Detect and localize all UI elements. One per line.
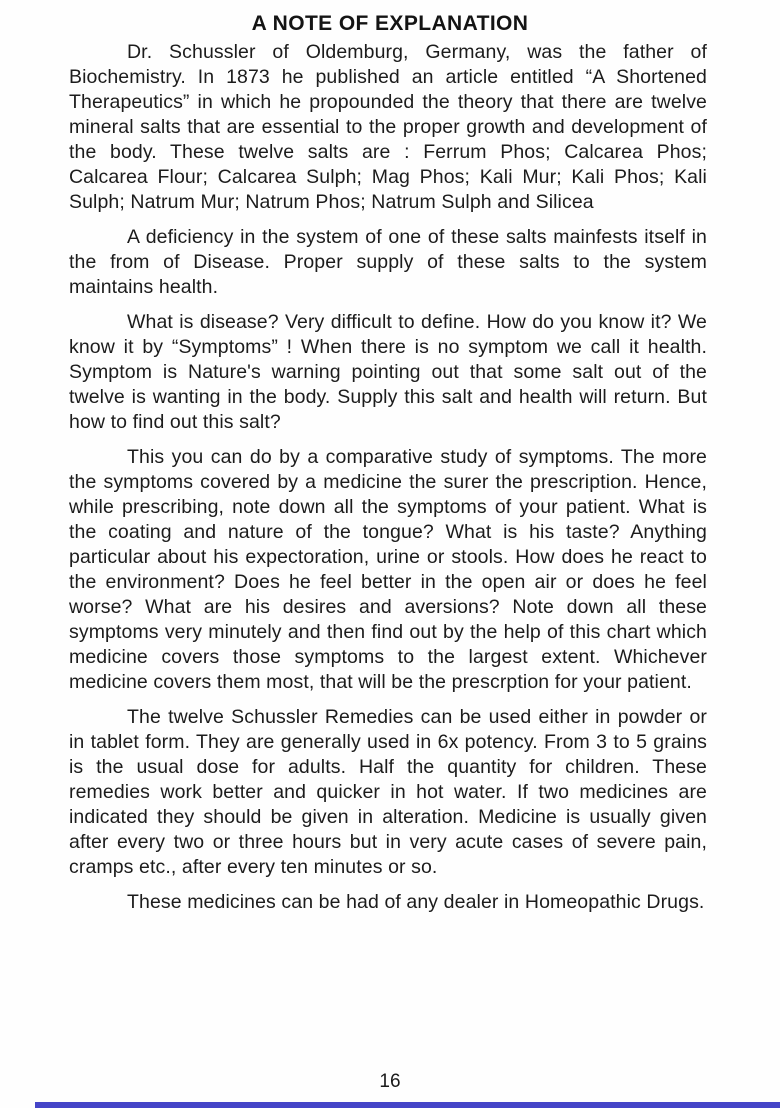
paragraph-deficiency: A deficiency in the system of one of these salts mainfests itself in the from of Disease. Proper supply of these salts to the system maintains health.: [69, 226, 707, 298]
paragraph-comparative-study: This you can do by a comparative study of symptoms. The more the symptoms covered by a medicine the surer the prescription. Hence, while prescribing, note down all the symptoms of your patient. What is the coating and nature of the tongue? What is his taste? Anything particular about his expectoration, urine or stools. How does he react to the environment? Does he feel better in the open air or does he feel worse? What are his desires and aversions? Note down all these symptoms very minutely and then find out by the help of this chart which medicine covers those symptoms to the largest extent. Whichever medicine covers them most, that will be the prescrption for your patient.: [69, 446, 707, 693]
body-text: [69, 40, 707, 925]
paragraph-remedies-usage: The twelve Schussler Remedies can be used either in powder or in tablet form. They are generally used in 6x potency. From 3 to 5 grains is the usual dose for adults. Half the quantity for children. These remedies work better and quicker in hot water. If two medicines are indicated they should be given in alteration. Medicine is usually given after every two or three hours but in very acute cases of severe pain, cramps etc., after every ten minutes or so.: [69, 706, 707, 878]
page-number: 16: [379, 1071, 401, 1092]
paragraph-intro-schussler: Dr. Schussler of Oldemburg, Germany, was the father of Biochemistry. In 1873 he published an article entitled “A Shortened Therapeutics” in which he propounded the theory that there are twelve mineral salts that are essential to the proper growth and development of the body. These twelve salts are : Ferrum Phos; Calcarea Phos; Calcarea Flour; Calcarea Sulph; Mag Phos; Kali Mur; Kali Phos; Kali Sulph; Natrum Mur; Natrum Phos; Natrum Sulph and Silicea: [69, 41, 707, 213]
page-title: A NOTE OF EXPLANATION: [251, 12, 529, 35]
scan-edge-artifact: [35, 1102, 780, 1108]
paragraph-dealers: These medicines can be had of any dealer in Homeopathic Drugs.: [127, 891, 705, 913]
paragraph-what-is-disease: What is disease? Very difficult to define. How do you know it? We know it by “Symptoms” ! When there is no symptom we call it health. Symptom is Nature's warning pointing out that some salt out of the twelve is wanting in the body. Supply this salt and health will return. But how to find out this salt?: [69, 311, 707, 433]
